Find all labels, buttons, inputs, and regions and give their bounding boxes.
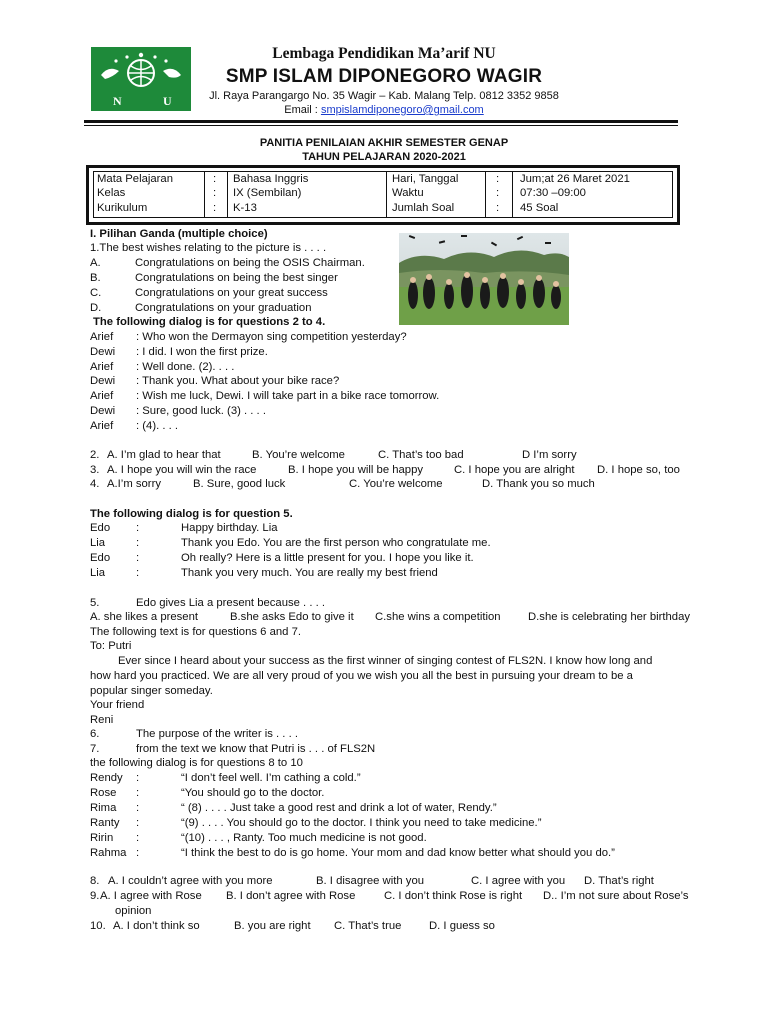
school-email-line (0, 104, 768, 116)
grid-line (512, 171, 513, 218)
dialog-speaker: Arief (90, 361, 114, 373)
question-number: 2. (90, 449, 100, 461)
option: C. I hope you are alright (454, 464, 575, 476)
option: A. I couldn’t agree with you more (108, 875, 273, 887)
grid-line (386, 171, 387, 218)
question-number: 7. (90, 743, 100, 755)
dialog-line: : (4). . . . (136, 420, 179, 432)
option: D. I guess so (429, 920, 495, 932)
academic-year: TAHUN PELAJARAN 2020-2021 (302, 151, 466, 163)
q1-option-a: Congratulations on being the OSIS Chairman. (135, 257, 365, 269)
dialog-line: : Wish me luck, Dewi. I will take part in a bike race tomorrow. (136, 390, 440, 402)
option: A. she likes a present (90, 611, 199, 623)
dialog-line: : Who won the Dermayon sing competition yesterday? (136, 331, 407, 343)
dialog-speaker: Lia (90, 537, 106, 549)
option: C. You’re welcome (349, 478, 443, 490)
dialog-speaker: Ranty (90, 817, 120, 829)
q1-option-c: Congratulations on your great success (135, 287, 328, 299)
option: B. Sure, good luck (193, 478, 286, 490)
grid-line (227, 171, 228, 218)
dialog-speaker: Rima (90, 802, 117, 814)
header-rule-thick (84, 120, 678, 123)
q1-option-d: Congratulations on your graduation (135, 302, 312, 314)
letter-paragraph: popular singer someday. (90, 685, 213, 697)
info-sep: : (213, 187, 217, 199)
letter-signature: Reni (90, 714, 114, 726)
q1-option-letter: B. (90, 272, 101, 284)
option: A. I’m glad to hear that (107, 449, 221, 461)
dialog-speaker: Arief (90, 390, 114, 402)
option: D.she is celebrating her birthday (528, 611, 691, 623)
q1-option-letter: C. (90, 287, 102, 299)
option: D.. I’m not sure about Rose’s (543, 890, 689, 902)
dialog-speaker: Arief (90, 331, 114, 343)
question-number: 4. (90, 478, 100, 490)
info-value-question-count: 45 Soal (520, 202, 559, 214)
option: B. I hope you will be happy (288, 464, 424, 476)
option: B.she asks Edo to give it (230, 611, 354, 623)
letter-recipient: To: Putri (90, 640, 132, 652)
option: B. I disagree with you (316, 875, 425, 887)
grid-line (204, 171, 205, 218)
info-label-class: Kelas (97, 187, 126, 199)
option: A.I’m sorry (107, 478, 161, 490)
option: D. I hope so, too (597, 464, 680, 476)
dialog-speaker: Edo (90, 522, 111, 534)
dialog-sep: : (136, 552, 140, 564)
school-name: SMP ISLAM DIPONEGORO WAGIR (225, 66, 543, 87)
dialog-line: Thank you Edo. You are the first person who congratulate me. (181, 537, 491, 549)
text-intro: The following text is for questions 6 and 7. (90, 626, 301, 638)
dialog-line: “I don’t feel well. I’m cathing a cold.” (181, 772, 361, 784)
option: C. I agree with you (471, 875, 566, 887)
dialog-speaker: Rahma (90, 847, 127, 859)
dialog-line: : Sure, good luck. (3) . . . . (136, 405, 266, 417)
school-address: Jl. Raya Parangargo No. 35 Wagir – Kab. Malang Telp. 0812 3352 9858 (209, 90, 559, 102)
dialog-1-intro: The following dialog is for questions 2 to 4. (93, 316, 326, 328)
option: D. That’s right (584, 875, 654, 887)
dialog-line: Oh really? Here is a little present for you. I hope you like it. (181, 552, 474, 564)
grid-line (485, 171, 486, 218)
dialog-sep: : (136, 522, 140, 534)
header-rule-thin (84, 125, 678, 126)
dialog-line: : Thank you. What about your bike race? (136, 375, 340, 387)
option: A. I agree with Rose (100, 890, 202, 902)
email-label: Email : (284, 104, 321, 116)
dialog-sep: : (136, 537, 140, 549)
dialog-line: “I think the best to do is go home. Your mom and dad know better what should you do.” (181, 847, 615, 859)
option: A. I hope you will win the race (107, 464, 257, 476)
organization-name: Lembaga Pendidikan Ma’arif NU (272, 45, 496, 62)
question-number: 3. (90, 464, 100, 476)
dialog-line: Thank you very much. You are really my best friend (181, 567, 438, 579)
option: D I’m sorry (522, 449, 577, 461)
question-number: 5. (90, 597, 100, 609)
letter-paragraph: Ever since I heard about your success as the first winner of singing contest of FLS2N. I know how long and (118, 655, 653, 667)
dialog-speaker: Rendy (90, 772, 123, 784)
dialog-line: : I did. I won the first prize. (136, 346, 268, 358)
dialog-sep: : (136, 832, 140, 844)
dialog-2-intro: The following dialog is for question 5. (90, 508, 293, 520)
option: B. You’re welcome (252, 449, 345, 461)
info-value-time: 07:30 –09:00 (520, 187, 586, 199)
question-number: 6. (90, 728, 100, 740)
dialog-sep: : (136, 802, 140, 814)
option-continuation: opinion (115, 905, 152, 917)
dialog-speaker: Dewi (90, 346, 116, 358)
dialog-speaker: Arief (90, 420, 114, 432)
question-7: from the text we know that Putri is . . . of FLS2N (136, 743, 376, 755)
question-1: 1.The best wishes relating to the picture is . . . . (90, 242, 327, 254)
email-link[interactable]: smpislamdiponegoro@gmail.com (320, 104, 484, 116)
option: C. That’s true (334, 920, 402, 932)
dialog-speaker: Dewi (90, 405, 116, 417)
info-label-date: Hari, Tanggal (392, 173, 459, 185)
q1-option-b: Congratulations on being the best singer (135, 272, 338, 284)
dialog-sep: : (136, 787, 140, 799)
dialog-sep: : (136, 772, 140, 784)
info-value-curriculum: K-13 (233, 202, 257, 214)
info-sep: : (496, 173, 500, 185)
letter-paragraph: how hard you practiced. We are all very proud of you we wish you all the best in pursuing your dream to be a (90, 670, 633, 682)
info-sep: : (213, 202, 217, 214)
dialog-speaker: Dewi (90, 375, 116, 387)
info-sep: : (496, 187, 500, 199)
info-value-subject: Bahasa Inggris (233, 173, 309, 185)
option: C. That’s too bad (378, 449, 464, 461)
option: A. I don’t think so (113, 920, 200, 932)
dialog-speaker: Edo (90, 552, 111, 564)
dialog-line: “(9) . . . . You should go to the doctor. I think you need to take medicine.” (181, 817, 542, 829)
question-number: 9. (90, 890, 100, 902)
exam-committee-title: PANITIA PENILAIAN AKHIR SEMESTER GENAP (259, 137, 509, 149)
info-value-class: IX (Sembilan) (233, 187, 302, 199)
dialog-speaker: Ririn (90, 832, 114, 844)
dialog-sep: : (136, 567, 140, 579)
info-sep: : (213, 173, 217, 185)
dialog-line: Happy birthday. Lia (181, 522, 278, 534)
logo-letter-n: N (113, 94, 122, 108)
info-label-time: Waktu (392, 187, 424, 199)
dialog-sep: : (136, 847, 140, 859)
dialog-sep: : (136, 817, 140, 829)
question-6: The purpose of the writer is . . . . (136, 728, 298, 740)
option: D. Thank you so much (482, 478, 595, 490)
dialog-speaker: Rose (90, 787, 117, 799)
q1-option-letter: A. (90, 257, 101, 269)
q1-option-letter: D. (90, 302, 102, 314)
dialog-line: “You should go to the doctor. (181, 787, 325, 799)
option: C. I don’t think Rose is right (384, 890, 523, 902)
info-value-date: Jum;at 26 Maret 2021 (520, 173, 630, 185)
dialog-line: : Well done. (2). . . . (136, 361, 235, 373)
info-label-subject: Mata Pelajaran (97, 173, 173, 185)
section-heading: I. Pilihan Ganda (multiple choice) (90, 228, 268, 240)
dialog-3-intro: the following dialog is for questions 8 to 10 (90, 757, 303, 769)
dialog-line: “(10) . . . , Ranty. Too much medicine is not good. (181, 832, 427, 844)
option: B. I don’t agree with Rose (226, 890, 356, 902)
graduation-photo (399, 233, 569, 325)
info-label-curriculum: Kurikulum (97, 202, 148, 214)
question-5: Edo gives Lia a present because . . . . (136, 597, 326, 609)
dialog-speaker: Lia (90, 567, 106, 579)
option: B. you are right (234, 920, 311, 932)
info-sep: : (496, 202, 500, 214)
question-number: 8. (90, 875, 100, 887)
dialog-line: “ (8) . . . . Just take a good rest and drink a lot of water, Rendy.” (181, 802, 497, 814)
option: C.she wins a competition (375, 611, 501, 623)
info-label-question-count: Jumlah Soal (392, 202, 455, 214)
question-number: 10. (90, 920, 106, 932)
letter-closing: Your friend (90, 699, 145, 711)
logo-letter-u: U (163, 94, 172, 108)
